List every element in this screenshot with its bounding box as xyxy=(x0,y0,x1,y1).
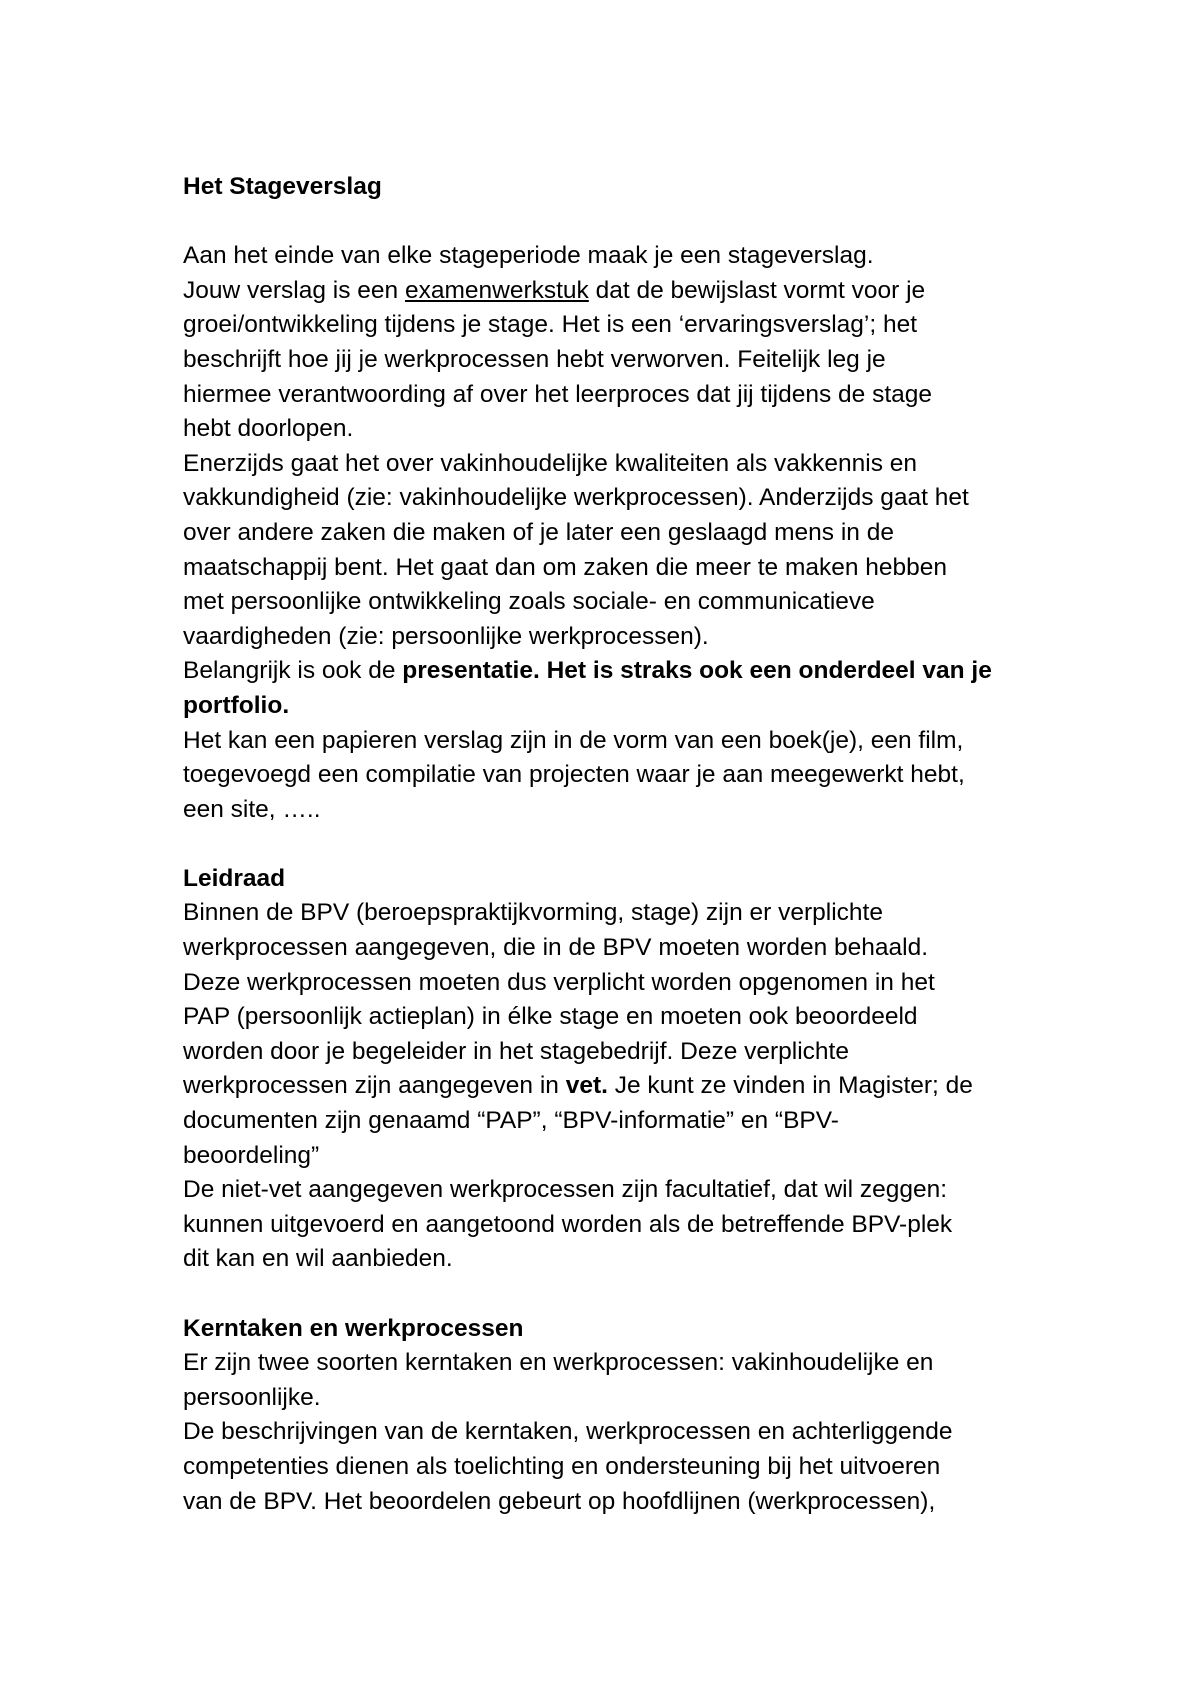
paragraph-line: vakkundigheid (zie: vakinhoudelijke werkprocessen). Anderzijds gaat het xyxy=(183,484,969,512)
paragraph-line: competenties dienen als toelichting en ondersteuning bij het uitvoeren xyxy=(183,1452,941,1480)
text-run: dat de bewijslast vormt voor je xyxy=(588,276,926,304)
paragraph-line: persoonlijke. xyxy=(183,1383,321,1411)
paragraph-line: hebt doorlopen. xyxy=(183,415,354,443)
paragraph-line: Het kan een papieren verslag zijn in de vorm van een boek(je), een film, xyxy=(183,726,964,754)
paragraph-line: Enerzijds gaat het over vakinhoudelijke kwaliteiten als vakkennis en xyxy=(183,449,918,477)
paragraph-line: PAP (persoonlijk actieplan) in élke stage en moeten ook beoordeeld xyxy=(183,1003,918,1031)
paragraph-line: vaardigheden (zie: persoonlijke werkprocessen). xyxy=(183,622,709,650)
blank-line xyxy=(183,205,1063,240)
paragraph-line xyxy=(183,274,1063,309)
paragraph-line: Aan het einde van elke stageperiode maak je een stageverslag. xyxy=(183,242,874,270)
paragraph-line: documenten zijn genaamd “PAP”, “BPV-informatie” en “BPV- xyxy=(183,1107,839,1135)
paragraph-line: Deze werkprocessen moeten dus verplicht worden opgenomen in het xyxy=(183,968,935,996)
document-body xyxy=(183,170,1063,1519)
paragraph-line: toegevoegd een compilatie van projecten waar je aan meegewerkt hebt, xyxy=(183,761,965,789)
text-run: Belangrijk is ook de xyxy=(183,657,403,685)
paragraph-line: groei/ontwikkeling tijdens je stage. Het is een ‘ervaringsverslag’; het xyxy=(183,311,918,339)
paragraph-line: beoordeling” xyxy=(183,1141,320,1169)
paragraph-line: kunnen uitgevoerd en aangetoond worden als de betreffende BPV-plek xyxy=(183,1210,953,1238)
paragraph-line: beschrijft hoe jij je werkprocessen hebt verworven. Feitelijk leg je xyxy=(183,345,886,373)
text-run: Je kunt ze vinden in Magister; de xyxy=(607,1072,973,1100)
paragraph-line: Binnen de BPV (beroepspraktijkvorming, stage) zijn er verplichte xyxy=(183,899,883,927)
paragraph-line: over andere zaken die maken of je later een geslaagd mens in de xyxy=(183,518,894,546)
section-heading-kerntaken: Kerntaken en werkprocessen xyxy=(183,1314,524,1342)
paragraph-line: De niet-vet aangegeven werkprocessen zijn facultatief, dat wil zeggen: xyxy=(183,1176,948,1204)
page-title: Het Stageverslag xyxy=(183,173,382,200)
paragraph-line: portfolio. xyxy=(183,691,290,719)
blank-line xyxy=(183,827,1063,862)
paragraph-line: worden door je begeleider in het stagebedrijf. Deze verplichte xyxy=(183,1037,849,1065)
text-run: werkprocessen zijn aangegeven in xyxy=(183,1072,566,1100)
section-heading-leidraad: Leidraad xyxy=(183,864,286,892)
bold-run: vet. xyxy=(565,1072,608,1100)
paragraph-line: maatschappij bent. Het gaat dan om zaken die meer te maken hebben xyxy=(183,553,948,581)
paragraph-line: hiermee verantwoording af over het leerproces dat jij tijdens de stage xyxy=(183,380,933,408)
paragraph-line: werkprocessen aangegeven, die in de BPV moeten worden behaald. xyxy=(183,934,929,962)
paragraph-line xyxy=(183,654,1063,689)
paragraph-line: met persoonlijke ontwikkeling zoals sociale- en communicatieve xyxy=(183,588,875,616)
paragraph-line: Er zijn twee soorten kerntaken en werkprocessen: vakinhoudelijke en xyxy=(183,1349,934,1377)
paragraph-line: dit kan en wil aanbieden. xyxy=(183,1245,453,1273)
underlined-term: examenwerkstuk xyxy=(404,276,589,304)
bold-run: presentatie. Het is straks ook een onderdeel van je xyxy=(402,657,992,685)
paragraph-line xyxy=(183,1069,1063,1104)
paragraph-line: De beschrijvingen van de kerntaken, werkprocessen en achterliggende xyxy=(183,1418,953,1446)
paragraph-line: een site, ….. xyxy=(183,795,321,823)
paragraph-line: van de BPV. Het beoordelen gebeurt op hoofdlijnen (werkprocessen), xyxy=(183,1487,936,1515)
blank-line xyxy=(183,1277,1063,1312)
text-run: Jouw verslag is een xyxy=(183,276,405,304)
